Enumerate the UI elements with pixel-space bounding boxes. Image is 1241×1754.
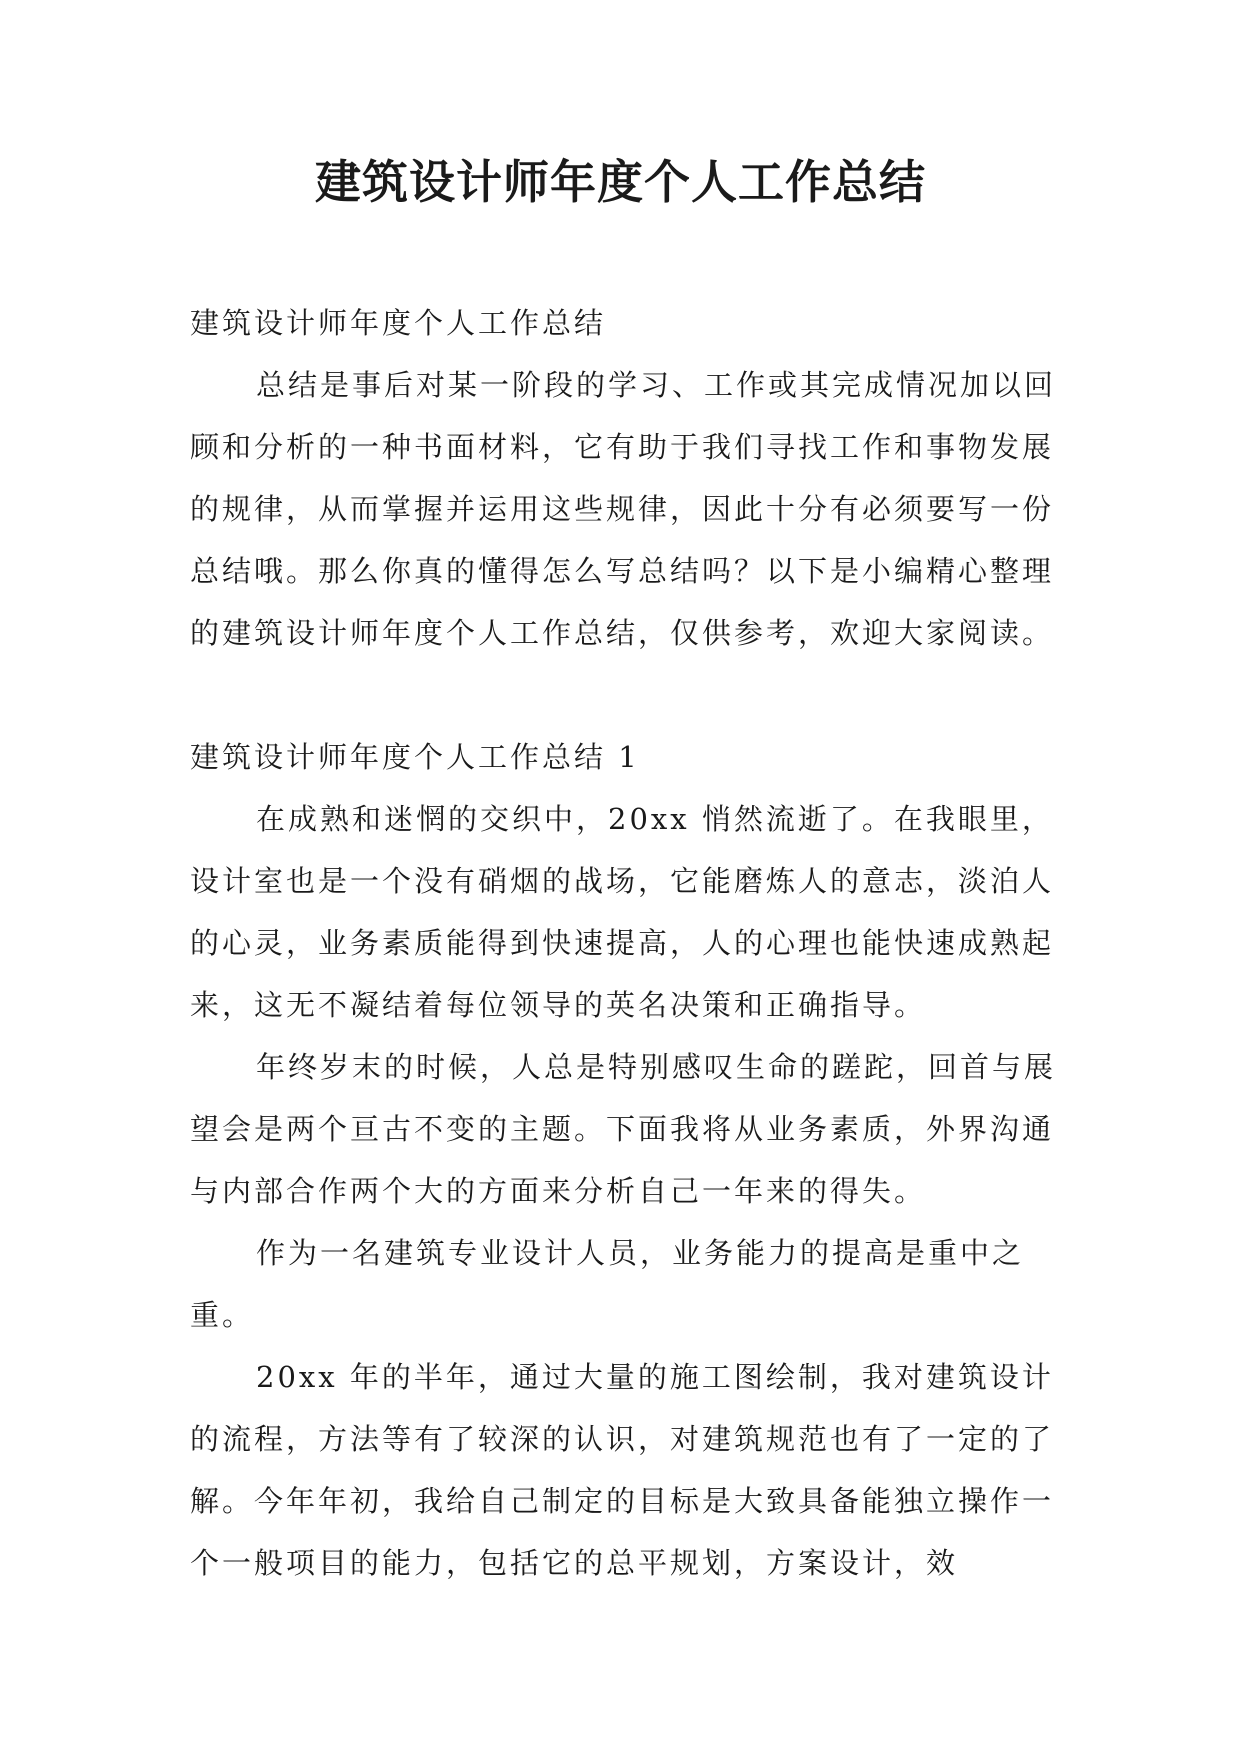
body-paragraph: 在成熟和迷惘的交织中，20xx 悄然流逝了。在我眼里，设计室也是一个没有硝烟的战场，它能磨炼人的意志，淡泊人的心灵，业务素质能得到快速提高，人的心理也能快速成熟起来，这无不凝结着每位领导的英名决策和正确指导。: [190, 802, 1055, 1022]
intro-paragraph: 总结是事后对某一阶段的学习、工作或其完成情况加以回顾和分析的一种书面材料，它有助于我们寻找工作和事物发展的规律，从而掌握并运用这些规律，因此十分有必须要写一份总结哦。那么你真的懂得怎么写总结吗？以下是小编精心整理的建筑设计师年度个人工作总结，仅供参考，欢迎大家阅读。: [190, 368, 1057, 650]
body-paragraph: 作为一名建筑专业设计人员，业务能力的提高是重中之重。: [190, 1236, 1025, 1332]
section-spacer: [190, 664, 1060, 726]
body-paragraph: 20xx 年的半年，通过大量的施工图绘制，我对建筑设计的流程，方法等有了较深的认识，对建筑规范也有了一定的了解。今年年初，我给自己制定的目标是大致具备能独立操作一个一般项目的能力，包括它的总平规划，方案设计，效: [190, 1360, 1055, 1580]
body-paragraph: 年终岁末的时候，人总是特别感叹生命的蹉跎，回首与展望会是两个亘古不变的主题。下面我将从业务素质，外界沟通与内部合作两个大的方面来分析自己一年来的得失。: [190, 1050, 1057, 1208]
document-title: 建筑设计师年度个人工作总结: [315, 155, 926, 209]
intro-heading: 建筑设计师年度个人工作总结: [190, 306, 607, 340]
section-heading: 建筑设计师年度个人工作总结 1: [190, 740, 640, 774]
document-body: [190, 292, 1060, 1594]
